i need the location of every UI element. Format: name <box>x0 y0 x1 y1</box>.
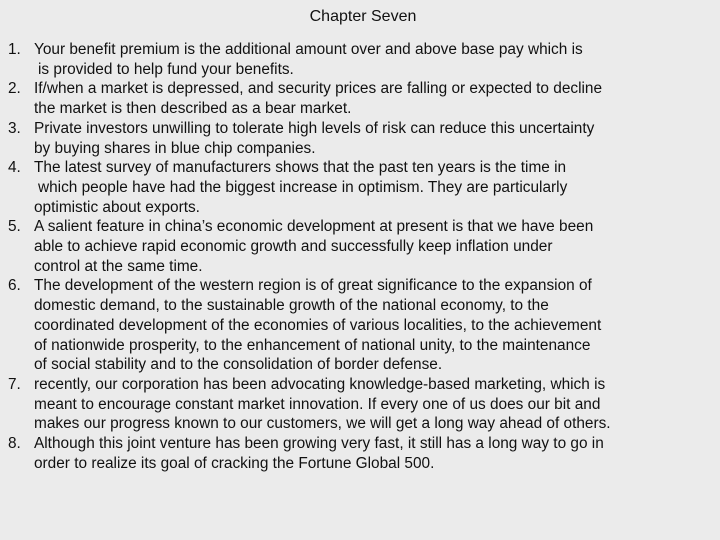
text-line: Although this joint venture has been growing very fast, it still has a long way to go in <box>34 435 604 453</box>
list-item <box>8 79 712 118</box>
text-line: The latest survey of manufacturers shows that the past ten years is the time in <box>34 159 567 177</box>
text-line: meant to encourage constant market innovation. If every one of us does our bit and <box>34 395 601 413</box>
numbered-list <box>8 40 712 473</box>
list-item-number: 3. <box>8 119 21 137</box>
text-line: which people have had the biggest increase in optimism. They are particularly <box>38 178 568 196</box>
list-item <box>8 375 712 434</box>
text-line: makes our progress known to our customers, we will get a long way ahead of others. <box>34 415 611 433</box>
text-line: The development of the western region is of great significance to the expansion of <box>34 277 592 295</box>
text-line: of social stability and to the consolidation of border defense. <box>34 356 443 374</box>
text-line: Your benefit premium is the additional amount over and above base pay which is <box>34 41 583 58</box>
text-line: of nationwide prosperity, to the enhancement of national unity, to the maintenance <box>34 336 591 354</box>
text-line: order to realize its goal of cracking the Fortune Global 500. <box>34 454 435 472</box>
text-line: A salient feature in china’s economic development at present is that we have been <box>34 218 594 236</box>
list-item-number: 7. <box>8 375 21 393</box>
text-line: coordinated development of the economies of various localities, to the achievement <box>34 316 602 334</box>
slide-title: Chapter Seven <box>309 8 417 25</box>
text-line: If/when a market is depressed, and security prices are falling or expected to decline <box>34 80 603 98</box>
list-item <box>8 40 712 79</box>
list-item <box>8 276 712 375</box>
list-item-number: 8. <box>8 435 21 453</box>
list-item-text <box>34 158 712 217</box>
list-item-text <box>34 434 712 473</box>
list-item-text <box>34 119 712 158</box>
list-item-text <box>34 217 712 276</box>
text-line: optimistic about exports. <box>34 198 200 216</box>
text-line: by buying shares in blue chip companies. <box>34 139 316 157</box>
list-item <box>8 119 712 158</box>
text-line: recently, our corporation has been advocating knowledge-based marketing, which is <box>34 375 606 393</box>
text-line: domestic demand, to the sustainable growth of the national economy, to the <box>34 297 549 315</box>
list-item-text <box>34 276 712 375</box>
list-item-text <box>34 40 712 79</box>
text-line: Private investors unwilling to tolerate high levels of risk can reduce this uncertainty <box>34 119 595 137</box>
list-item-number: 6. <box>8 277 21 295</box>
text-line: control at the same time. <box>34 257 203 275</box>
list-item-number: 2. <box>8 80 21 98</box>
text-line: able to achieve rapid economic growth and successfully keep inflation under <box>34 238 553 256</box>
list-item <box>8 217 712 276</box>
text-line: the market is then described as a bear market. <box>34 100 352 118</box>
list-item-text <box>34 79 712 118</box>
text-line: is provided to help fund your benefits. <box>38 60 294 78</box>
list-item-number: 1. <box>8 41 21 58</box>
list-item-number: 4. <box>8 159 21 177</box>
list-item <box>8 434 712 473</box>
list-item-text <box>34 375 712 434</box>
list-item <box>8 158 712 217</box>
list-item-number: 5. <box>8 218 21 236</box>
